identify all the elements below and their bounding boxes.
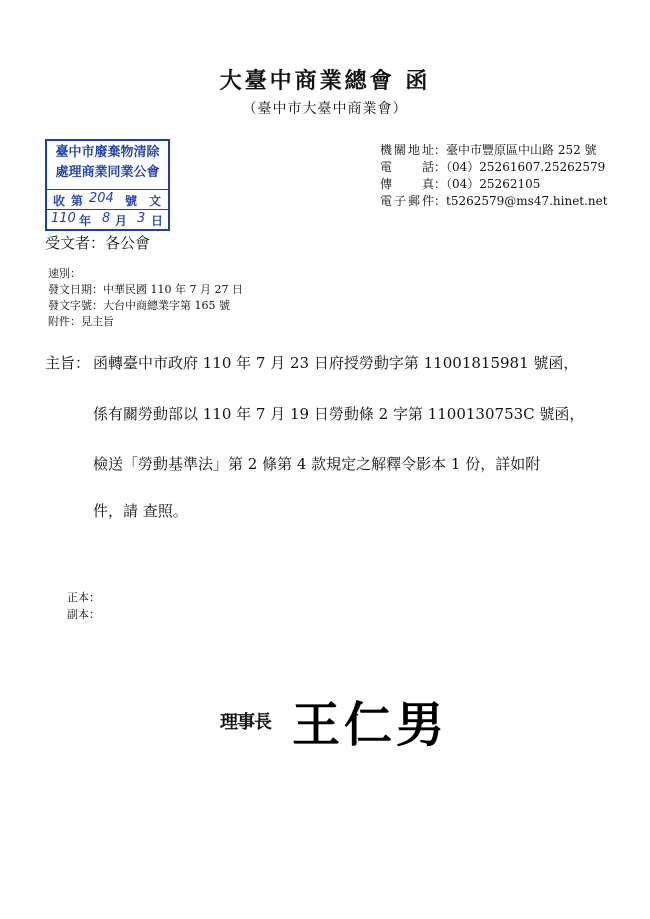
signature-block bbox=[220, 686, 480, 756]
contact-address: 機關地址：臺中市豐原區中山路 252 號 bbox=[380, 143, 597, 157]
stamp-receipt-label: 收 bbox=[53, 194, 66, 208]
recipient: 受文者：各公會 bbox=[45, 234, 151, 252]
secondary-copy: 副本： bbox=[67, 608, 100, 621]
signature-name: 王仁男 bbox=[292, 697, 449, 753]
address-label: 機關地址 bbox=[380, 143, 434, 157]
stamp-di: 第 bbox=[71, 194, 84, 208]
signature-role: 理事長 bbox=[220, 712, 271, 733]
receipt-stamp bbox=[45, 139, 170, 231]
stamp-month: 8 bbox=[102, 211, 111, 226]
subject-line-4: 件，請 查照。 bbox=[93, 502, 188, 520]
stamp-date-row bbox=[47, 209, 168, 230]
document-title: 大臺中商業總會 函 bbox=[219, 68, 431, 94]
stamp-number: 204 bbox=[89, 191, 114, 206]
fax-label: 傳真 bbox=[380, 177, 434, 191]
address-value: 臺中市豐原區中山路 252 號 bbox=[446, 143, 597, 157]
stamp-org-line1: 臺中市廢棄物清除 bbox=[55, 145, 160, 160]
main-copy: 正本： bbox=[67, 591, 100, 604]
contact-fax: 傳真：（04）25262105 bbox=[380, 177, 541, 191]
stamp-hao: 號 bbox=[125, 194, 138, 208]
contact-email: 電子郵件：t5262579@ms47.hinet.net bbox=[380, 194, 608, 208]
fax-value: （04）25262105 bbox=[446, 177, 541, 191]
stamp-number-row bbox=[47, 189, 168, 210]
subject-line-1: 函轉臺中市政府 110 年 7 月 23 日府授勞動字第 11001815981 號函， bbox=[93, 354, 579, 372]
stamp-year: 110 bbox=[51, 211, 76, 226]
phone-value: （04）25261607.25262579 bbox=[446, 160, 606, 174]
subject-label: 主旨： bbox=[45, 354, 91, 372]
stamp-ri: 日 bbox=[151, 214, 164, 228]
issue-date: 發文日期：中華民國 110 年 7 月 27 日 bbox=[48, 283, 243, 296]
document-subtitle: （臺中市大臺中商業會） bbox=[242, 101, 408, 117]
stamp-org-line2: 處理商業同業公會 bbox=[55, 165, 160, 180]
stamp-yue: 月 bbox=[115, 214, 128, 228]
speed-class: 速別： bbox=[48, 267, 81, 280]
subject-line-3: 檢送「勞動基準法」第 2 條第 4 款規定之解釋令影本 1 份，詳如附 bbox=[93, 455, 541, 473]
stamp-nian: 年 bbox=[79, 214, 92, 228]
attachment-note: 附件：見主旨 bbox=[48, 315, 114, 328]
phone-label: 電話 bbox=[380, 160, 434, 174]
stamp-organization bbox=[47, 143, 168, 183]
stamp-wen: 文 bbox=[149, 194, 162, 208]
email-value: t5262579@ms47.hinet.net bbox=[446, 194, 608, 208]
stamp-day: 3 bbox=[137, 211, 146, 226]
document-number: 發文字號：大台中商總業字第 165 號 bbox=[48, 299, 230, 312]
contact-phone: 電話：（04）25261607.25262579 bbox=[380, 160, 606, 174]
email-label: 電子郵件 bbox=[380, 194, 434, 208]
subject-line-2: 係有關勞動部以 110 年 7 月 19 日勞動條 2 字第 1100130753C 號函， bbox=[93, 405, 585, 423]
